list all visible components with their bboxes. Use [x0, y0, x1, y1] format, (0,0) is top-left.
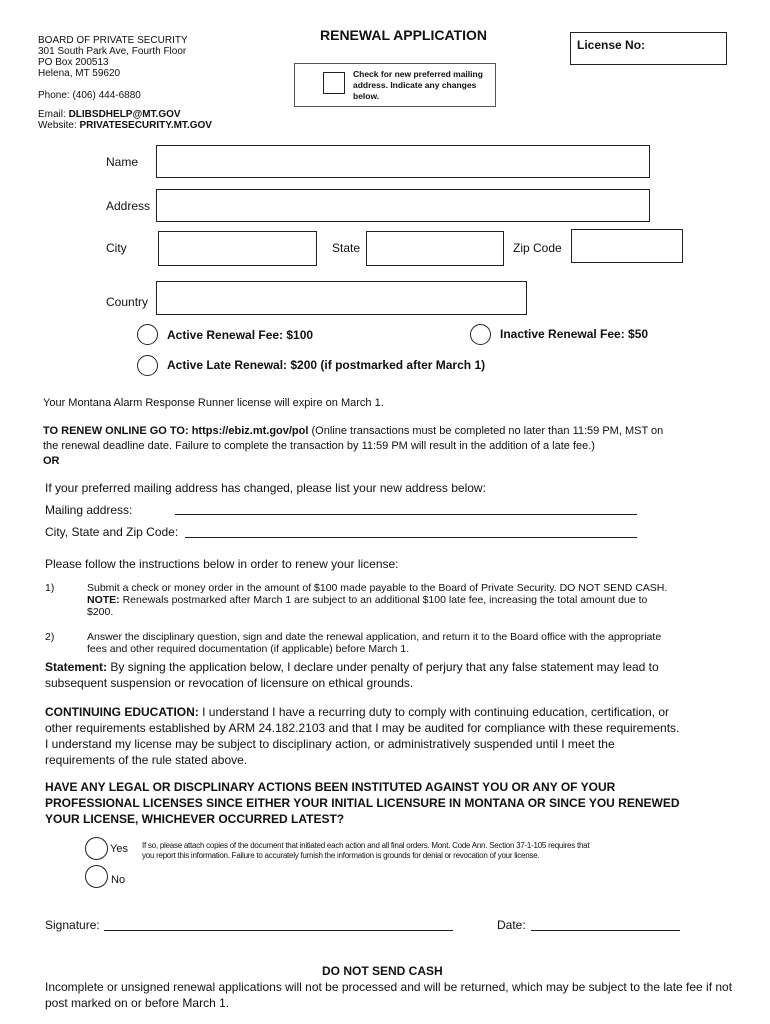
online-renewal — [43, 424, 743, 469]
continuing-line3: I understand my license may be subject to disciplinary action, or administratively suspended until I meet the — [45, 737, 615, 751]
continuing-line1: I understand I have a recurring duty to comply with continuing education, certification, or — [202, 705, 670, 719]
preferred-mailing-checkbox[interactable] — [323, 72, 345, 94]
board-website — [38, 120, 212, 131]
mailing-csz-line[interactable] — [185, 537, 637, 538]
license-no-label: License No: — [577, 38, 646, 52]
board-name: BOARD OF PRIVATE SECURITY — [38, 35, 188, 46]
instructions-intro: Please follow the instructions below in order to renew your license: — [45, 557, 399, 571]
city-label: City — [106, 241, 127, 255]
state-field[interactable] — [366, 231, 504, 266]
country-field[interactable] — [156, 281, 527, 315]
footer-notice — [45, 979, 755, 1011]
step-1-number: 1) — [45, 582, 55, 594]
mailing-address-line[interactable] — [175, 514, 637, 515]
country-label: Country — [106, 295, 149, 309]
step-2 — [87, 631, 747, 655]
address-label: Address — [106, 199, 151, 213]
signature-line[interactable] — [104, 930, 453, 931]
state-label: State — [332, 241, 361, 255]
footer-line1: Incomplete or unsigned renewal applications will not be processed and will be returned, which may be subject to the late fee if not — [45, 980, 733, 994]
email-label: Email: — [38, 109, 66, 120]
continuing-education-label: CONTINUING EDUCATION: — [45, 705, 199, 719]
step-1 — [87, 582, 747, 618]
continuing-line4: requirements of the rule stated above. — [45, 753, 248, 767]
preferred-mailing-group — [294, 63, 496, 107]
online-renewal-text2: the renewal deadline date. Failure to complete the transaction by 11:59 PM will result in the addition of a late fee.) — [43, 440, 595, 452]
question-line1: HAVE ANY LEGAL OR DISCPLINARY ACTIONS BEEN INSTITUTED AGAINST YOU OR ANY OF YOUR — [45, 780, 616, 794]
inactive-fee-radio[interactable] — [470, 324, 491, 345]
inactive-fee-label: Inactive Renewal Fee: $50 — [500, 327, 649, 341]
step-2-number: 2) — [45, 631, 55, 643]
question-line2: PROFESSIONAL LICENSES SINCE EITHER YOUR INITIAL LICENSURE IN MONTANA OR SINCE YOU RENEWED — [45, 796, 680, 810]
board-street: 301 South Park Ave, Fourth Floor — [38, 46, 187, 57]
date-label: Date: — [497, 918, 526, 932]
address-field[interactable] — [156, 189, 650, 222]
mailing-address-label: Mailing address: — [45, 503, 133, 517]
zip-label: Zip Code — [513, 241, 562, 255]
city-field[interactable] — [158, 231, 317, 266]
website-label: Website: — [38, 120, 77, 131]
yes-radio[interactable] — [85, 837, 108, 860]
footer-heading: DO NOT SEND CASH — [322, 964, 443, 978]
continuing-line2: other requirements established by ARM 24.182.2103 and that I may be audited for compliance with these requirements. — [45, 721, 680, 735]
statement-label: Statement: — [45, 660, 108, 674]
yes-note — [142, 841, 742, 861]
active-fee-radio[interactable] — [137, 324, 158, 345]
online-renewal-link[interactable]: TO RENEW ONLINE GO TO: https://ebiz.mt.gov/pol — [43, 425, 309, 437]
statement-line1: By signing the application below, I declare under penalty of perjury that any false statement may lead to — [110, 660, 659, 674]
statement-line2: subsequent suspension or revocation of licensure on ethical grounds. — [45, 676, 414, 690]
statement — [45, 659, 745, 691]
board-website-url[interactable]: PRIVATESECURITY.MT.GOV — [79, 120, 212, 131]
name-label: Name — [106, 155, 139, 169]
board-info — [38, 35, 212, 131]
board-city: Helena, MT 59620 — [38, 68, 121, 79]
step-2-line2: fees and other required documentation (if applicable) before March 1. — [87, 643, 410, 655]
question-line3: YOUR LICENSE, WHICHEVER OCCURRED LATEST? — [45, 812, 345, 826]
yes-note-line2: you report this information. Failure to accurately furnish the information is grounds for denial or revocation of your license. — [142, 851, 540, 860]
zip-field[interactable] — [571, 229, 683, 263]
continuing-education — [45, 704, 755, 768]
preferred-mailing-note: Check for new preferred mailing address. Indicate any changes below. — [353, 69, 483, 101]
late-fee-radio[interactable] — [137, 355, 158, 376]
no-label: No — [111, 874, 126, 886]
board-phone: Phone: (406) 444-6880 — [38, 90, 141, 101]
footer-line2: post marked on or before March 1. — [45, 996, 230, 1010]
late-fee-label: Active Late Renewal: $200 (if postmarked after March 1) — [167, 358, 486, 372]
expire-notice: Your Montana Alarm Response Runner license will expire on March 1. — [43, 397, 384, 409]
step-1-note-label: NOTE: — [87, 594, 120, 606]
mailing-csz-label: City, State and Zip Code: — [45, 525, 179, 539]
board-po-box: PO Box 200513 — [38, 57, 109, 68]
signature-label: Signature: — [45, 918, 100, 932]
board-email-address[interactable]: DLIBSDHELP@MT.GOV — [68, 109, 181, 120]
yes-note-line1: If so, please attach copies of the document that initiated each action and all final orders. Mont. Code Ann. Section 37-1-105 requires that — [142, 841, 590, 850]
online-or: OR — [43, 455, 60, 467]
disciplinary-question — [45, 779, 765, 827]
board-email — [38, 109, 212, 120]
step-1-line1: Submit a check or money order in the amount of $100 made payable to the Board of Private Security. DO NOT SEND CASH. — [87, 582, 668, 594]
step-2-line1: Answer the disciplinary question, sign and date the renewal application, and return it to the Board office with the appropriate — [87, 631, 662, 643]
active-fee-label: Active Renewal Fee: $100 — [167, 328, 314, 342]
license-no-box[interactable] — [570, 32, 727, 65]
no-radio[interactable] — [85, 865, 108, 888]
step-1-line3: $200. — [87, 606, 114, 618]
name-field[interactable] — [156, 145, 650, 178]
date-line[interactable] — [531, 930, 680, 931]
page-title: RENEWAL APPLICATION — [320, 27, 487, 43]
yes-label: Yes — [110, 843, 128, 855]
step-1-line2: Renewals postmarked after March 1 are subject to an additional $100 late fee, increasing the total amount due to — [122, 594, 648, 606]
mailing-intro: If your preferred mailing address has changed, please list your new address below: — [45, 481, 486, 495]
online-renewal-text1: (Online transactions must be completed no later than 11:59 PM, MST on — [311, 425, 664, 437]
